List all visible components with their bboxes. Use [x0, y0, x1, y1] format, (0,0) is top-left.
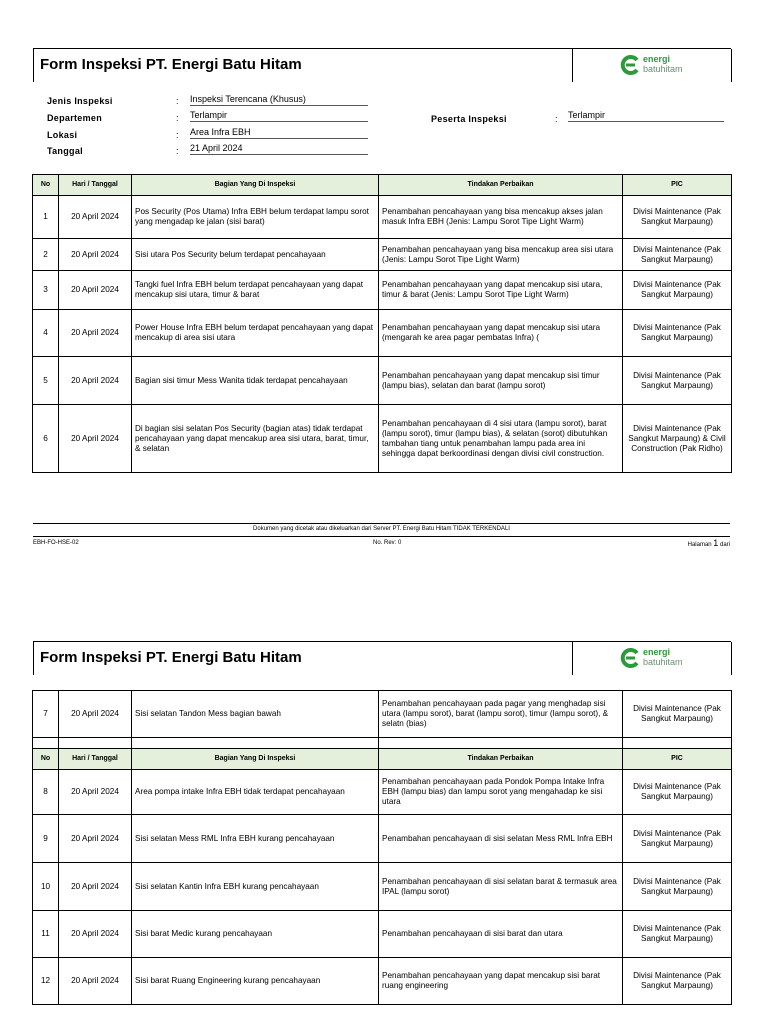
row-date: 20 April 2024 [59, 239, 132, 271]
table-spacer-row [33, 738, 732, 749]
peserta-value: Terlampir [568, 110, 724, 122]
row-no: 11 [33, 911, 59, 958]
header-bagian: Bagian Yang Di Inspeksi [132, 175, 379, 196]
tanggal-label: Tanggal [47, 146, 83, 156]
row-pic: Divisi Maintenance (Pak Sangkut Marpaung) [623, 770, 732, 815]
header-pic: PIC [623, 749, 732, 770]
row-bagian: Area pompa intake Infra EBH tidak terdapat pencahayaan [132, 770, 379, 815]
header-no: No [33, 749, 59, 770]
inspection-info [0, 0, 768, 170]
table-row [33, 405, 732, 473]
lokasi-label: Lokasi [47, 130, 78, 140]
departemen-label: Departemen [47, 113, 103, 123]
row-date: 20 April 2024 [59, 911, 132, 958]
table-row [33, 911, 732, 958]
header-tindakan: Tindakan Perbaikan [379, 175, 623, 196]
table-row [33, 357, 732, 405]
row-no: 9 [33, 815, 59, 863]
row-pic: Divisi Maintenance (Pak Sangkut Marpaung) [623, 958, 732, 1005]
row-tindakan: Penambahan pencahayaan yang bisa mencakup akses jalan masuk Infra EBH (Jenis: Lampu Sorot Tipe Light Warm) [379, 196, 623, 239]
logo-text-bottom: batuhitam [643, 64, 683, 74]
logo-text-top: energi [643, 647, 671, 657]
header-no: No [33, 175, 59, 196]
row-pic: Divisi Maintenance (Pak Sangkut Marpaung) & Civil Construction (Pak Ridho) [623, 405, 732, 473]
spacer-cell [59, 738, 132, 749]
page-number [688, 538, 730, 548]
row-tindakan: Penambahan pencahayaan pada Pondok Pompa Intake Infra EBH (lampu bias) dan lampu sorot yang mengahadap ke sisi utara [379, 770, 623, 815]
table-row [33, 958, 732, 1005]
row-date: 20 April 2024 [59, 357, 132, 405]
footer-rule [33, 523, 730, 524]
row-date: 20 April 2024 [59, 196, 132, 239]
lokasi-value: Area Infra EBH [190, 127, 368, 139]
halaman-suffix: dari [719, 542, 730, 548]
table-header-row [33, 175, 732, 196]
row-date: 20 April 2024 [59, 958, 132, 1005]
document-page-2 [0, 600, 768, 1024]
colon: : [176, 113, 179, 123]
table-row [33, 239, 732, 271]
row-tindakan: Penambahan pencahayaan pada pagar yang menghadap sisi utara (lampu sorot), barat (lampu sorot), timur (lampu sorot), & selatn (bias) [379, 691, 623, 738]
row-pic: Divisi Maintenance (Pak Sangkut Marpaung) [623, 239, 732, 271]
row-bagian: Sisi barat Medic kurang pencahayaan [132, 911, 379, 958]
row-date: 20 April 2024 [59, 863, 132, 911]
row-date: 20 April 2024 [59, 815, 132, 863]
row-date: 20 April 2024 [59, 770, 132, 815]
halaman-num: 1 [713, 538, 719, 548]
row-no: 3 [33, 271, 59, 310]
table-row [33, 691, 732, 738]
row-bagian: Tangki fuel Infra EBH belum terdapat pencahayaan yang dapat mencakup sisi utara, timur & barat [132, 271, 379, 310]
inspection-table-continued [32, 690, 732, 1005]
row-tindakan: Penambahan pencahayaan yang dapat mencakup sisi utara (mengarah ke area pagar pembatas Infra) ( [379, 310, 623, 357]
row-tindakan: Penambahan pencahayaan yang bisa mencakup area sisi utara (Jenis: Lampu Sorot Tipe Light Warm) [379, 239, 623, 271]
footer-note: Dokumen yang dicetak atau dikeluarkan dari Server PT. Energi Batu Hitam TIDAK TERKENDALI [253, 526, 510, 532]
row-no: 8 [33, 770, 59, 815]
row-tindakan: Penambahan pencahayaan yang dapat mencakup sisi utara, timur & barat (Jenis: Lampu Sorot Tipe Light Warm) [379, 271, 623, 310]
revision-number: No. Rev: 0 [373, 540, 402, 546]
row-date: 20 April 2024 [59, 310, 132, 357]
row-no: 1 [33, 196, 59, 239]
colon: : [176, 130, 179, 140]
logo-box [572, 642, 732, 675]
table-row [33, 310, 732, 357]
row-no: 2 [33, 239, 59, 271]
row-bagian: Di bagian sisi selatan Pos Security (bagian atas) tidak terdapat pencahayaan yang dapat mencakup area sisi utara, barat, timur, & selatan [132, 405, 379, 473]
row-pic: Divisi Maintenance (Pak Sangkut Marpaung) [623, 911, 732, 958]
jenis-label: Jenis Inspeksi [47, 96, 113, 106]
table-row [33, 271, 732, 310]
spacer-cell [132, 738, 379, 749]
row-date: 20 April 2024 [59, 405, 132, 473]
tanggal-value: 21 April 2024 [190, 143, 368, 155]
row-pic: Divisi Maintenance (Pak Sangkut Marpaung) [623, 271, 732, 310]
row-no: 12 [33, 958, 59, 1005]
jenis-value: Inspeksi Terencana (Khusus) [190, 94, 368, 106]
colon: : [176, 146, 179, 156]
header-hari: Hari / Tanggal [59, 175, 132, 196]
row-no: 7 [33, 691, 59, 738]
row-pic: Divisi Maintenance (Pak Sangkut Marpaung) [623, 815, 732, 863]
row-pic: Divisi Maintenance (Pak Sangkut Marpaung) [623, 310, 732, 357]
spacer-cell [379, 738, 623, 749]
header-hari: Hari / Tanggal [59, 749, 132, 770]
form-header [33, 641, 731, 675]
table-row [33, 196, 732, 239]
logo-text-top: energi [643, 54, 671, 64]
logo-mark-icon [619, 647, 641, 669]
footer-rule [33, 536, 730, 537]
row-no: 6 [33, 405, 59, 473]
row-pic: Divisi Maintenance (Pak Sangkut Marpaung) [623, 863, 732, 911]
row-no: 4 [33, 310, 59, 357]
spacer-cell [33, 738, 59, 749]
row-no: 5 [33, 357, 59, 405]
company-logo [619, 647, 699, 669]
row-bagian: Bagian sisi timur Mess Wanita tidak terdapat pencahayaan [132, 357, 379, 405]
table-header-row [33, 749, 732, 770]
row-bagian: Sisi selatan Kantin Infra EBH kurang pencahayaan [132, 863, 379, 911]
colon: : [176, 96, 179, 106]
form-title: Form Inspeksi PT. Energi Batu Hitam [40, 56, 302, 73]
row-bagian: Power House Infra EBH belum terdapat pencahayaan yang dapat mencakup di area sisi utara [132, 310, 379, 357]
row-bagian: Sisi selatan Tandon Mess bagian bawah [132, 691, 379, 738]
table-row [33, 863, 732, 911]
row-date: 20 April 2024 [59, 271, 132, 310]
header-pic: PIC [623, 175, 732, 196]
peserta-label: Peserta Inspeksi [431, 114, 507, 124]
row-tindakan: Penambahan pencahayaan di 4 sisi utara (lampu sorot), barat (lampu sorot), timur (lampu bias), & selatan (sorot) dibutuhkan tambahan tiang untuk penambahan lampu pada area ini sehingga dapat berkoordinasi dengan divisi civil construction. [379, 405, 623, 473]
row-bagian: Pos Security (Pos Utama) Infra EBH belum terdapat lampu sorot yang mengadap ke jalan (sisi barat) [132, 196, 379, 239]
departemen-value: Terlampir [190, 110, 368, 122]
document-code: EBH-FO-HSE-02 [33, 540, 79, 546]
spacer-cell [623, 738, 732, 749]
row-pic: Divisi Maintenance (Pak Sangkut Marpaung) [623, 357, 732, 405]
form-title: Form Inspeksi PT. Energi Batu Hitam [40, 649, 302, 666]
inspection-table [32, 174, 732, 473]
row-tindakan: Penambahan pencahayaan di sisi selatan barat & termasuk area IPAL (lampu sorot) [379, 863, 623, 911]
halaman-label: Halaman [687, 542, 712, 548]
colon: : [555, 114, 558, 124]
row-no: 10 [33, 863, 59, 911]
logo-text-bottom: batuhitam [643, 657, 683, 667]
row-bagian: Sisi barat Ruang Engineering kurang pencahayaan [132, 958, 379, 1005]
row-date: 20 April 2024 [59, 691, 132, 738]
header-bagian: Bagian Yang Di Inspeksi [132, 749, 379, 770]
row-pic: Divisi Maintenance (Pak Sangkut Marpaung) [623, 691, 732, 738]
page-footer [33, 523, 730, 553]
row-bagian: Sisi selatan Mess RML Infra EBH kurang pencahayaan [132, 815, 379, 863]
row-bagian: Sisi utara Pos Security belum terdapat pencahayaan [132, 239, 379, 271]
row-tindakan: Penambahan pencahayaan yang dapat mencakup sisi barat ruang engineering [379, 958, 623, 1005]
table-row [33, 815, 732, 863]
row-pic: Divisi Maintenance (Pak Sangkut Marpaung) [623, 196, 732, 239]
header-tindakan: Tindakan Perbaikan [379, 749, 623, 770]
table-row [33, 770, 732, 815]
row-tindakan: Penambahan pencahayaan di sisi barat dan utara [379, 911, 623, 958]
row-tindakan: Penambahan pencahayaan yang dapat mencakup sisi timur (lampu bias), selatan dan barat (lampu sorot) [379, 357, 623, 405]
row-tindakan: Penambahan pencahayaan di sisi selatan Mess RML Infra EBH [379, 815, 623, 863]
